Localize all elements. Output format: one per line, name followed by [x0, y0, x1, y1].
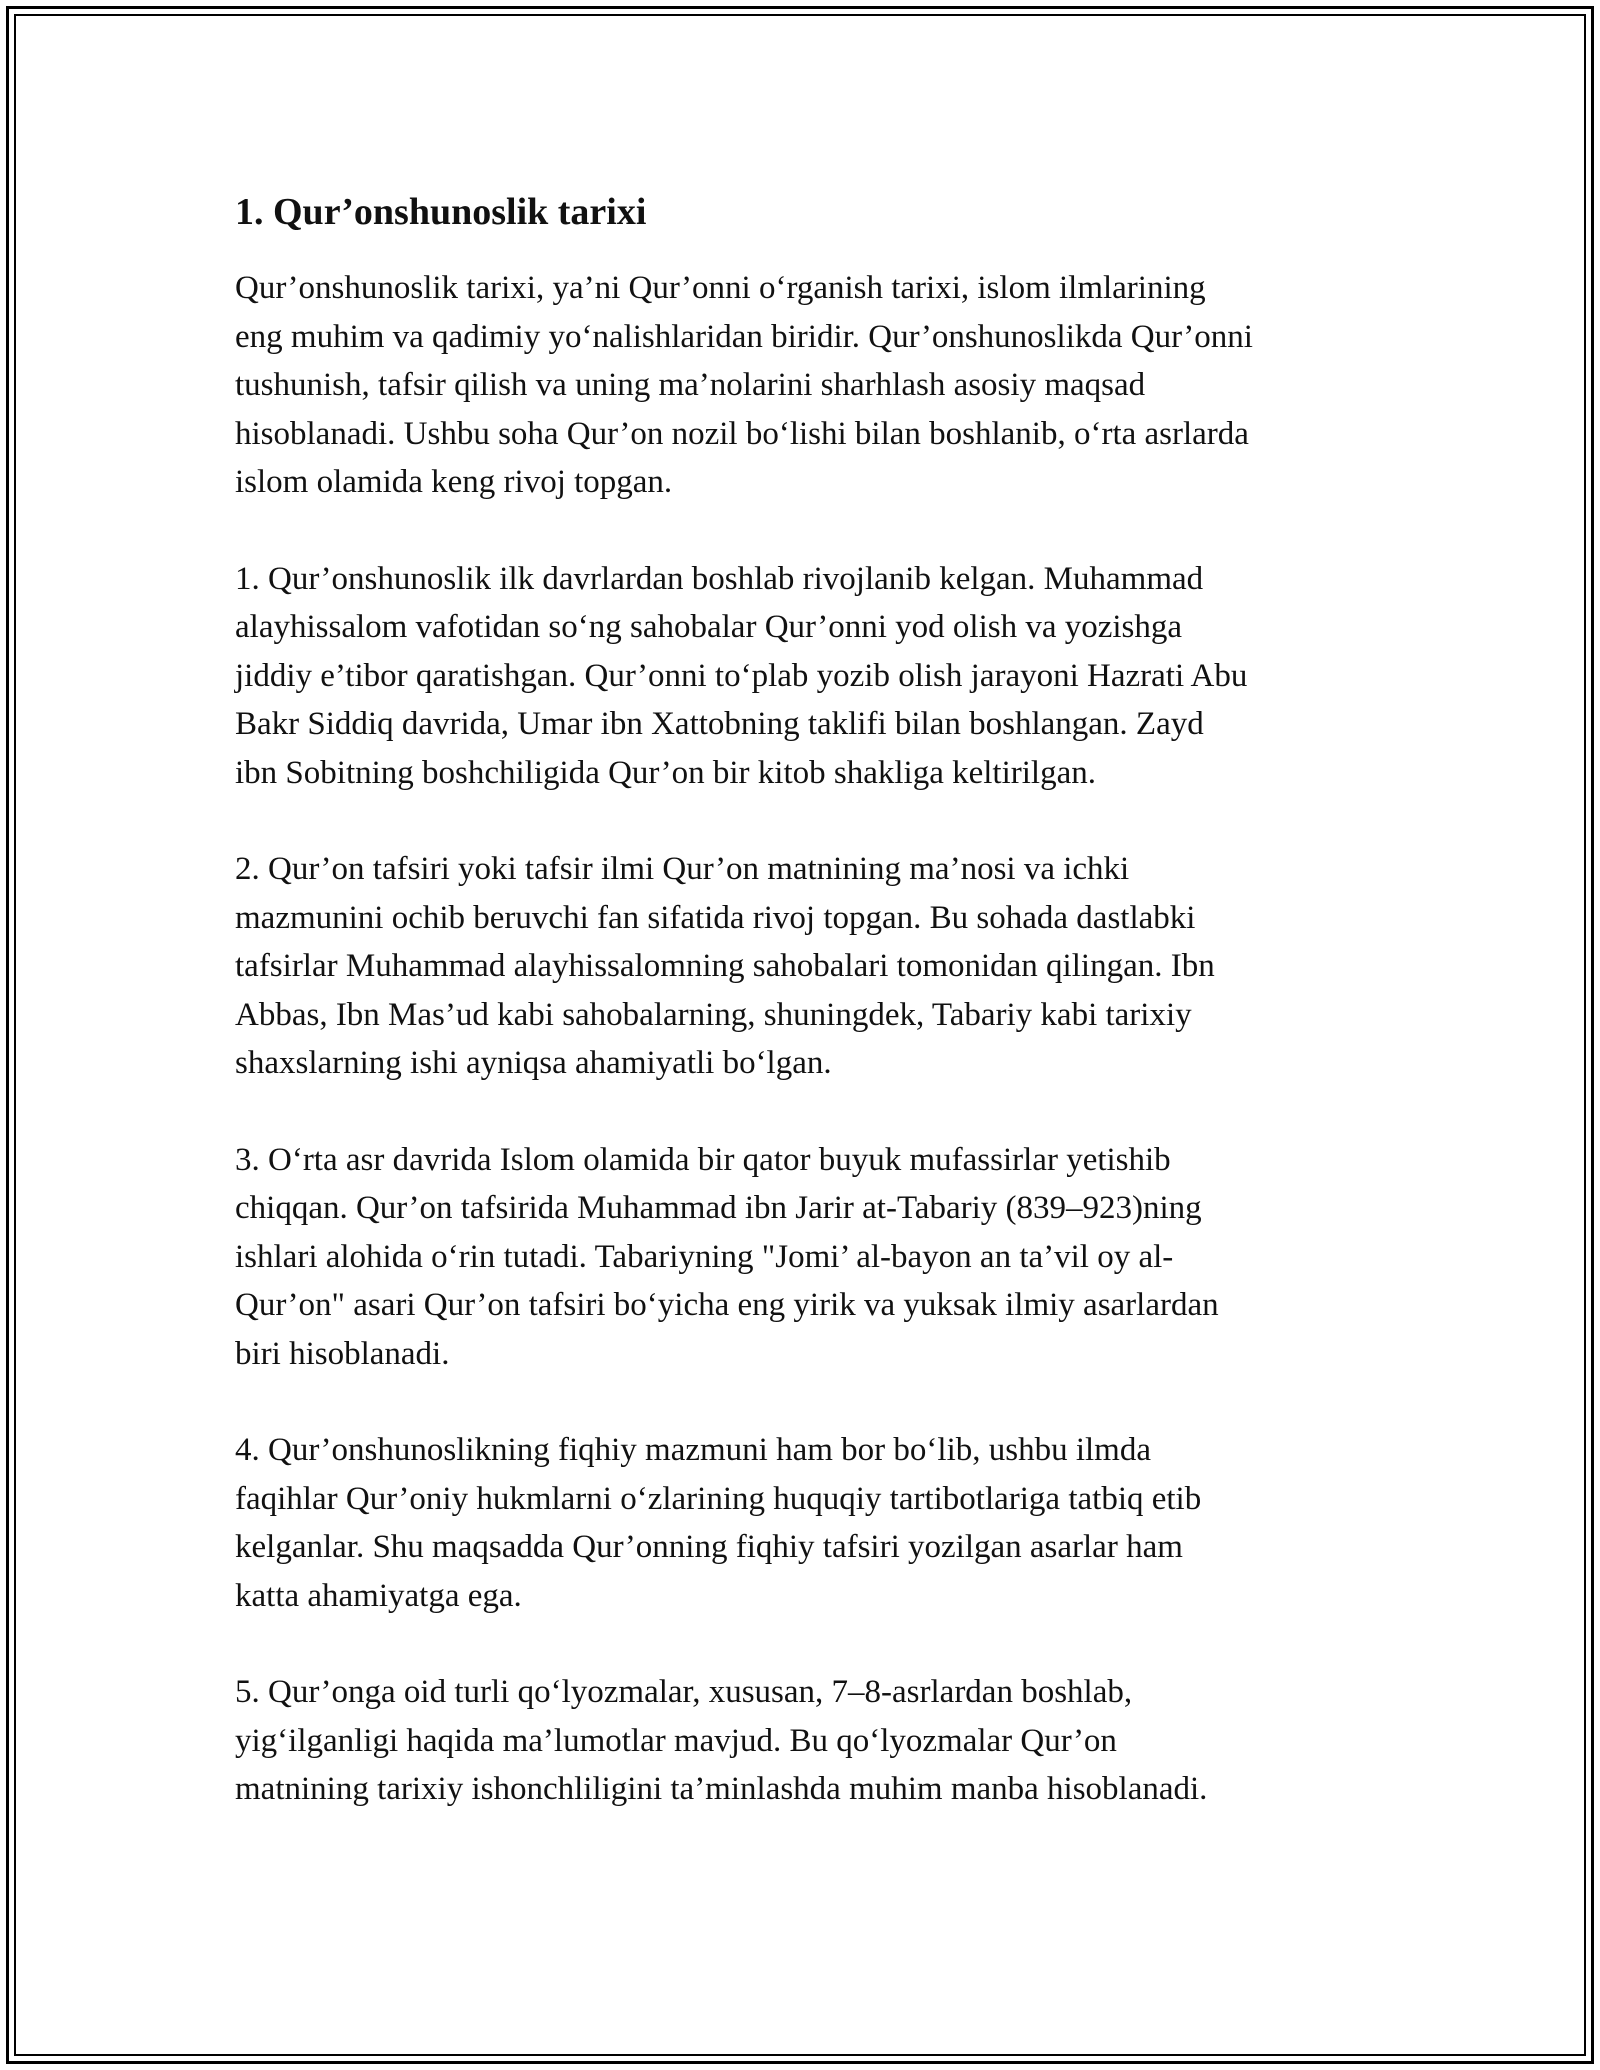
paragraph-line: 5. Qur’onga oid turli qo‘lyozmalar, xususan, 7–8-asrlardan boshlab,	[235, 1674, 1133, 1710]
paragraph-line: 4. Qur’onshunoslikning fiqhiy mazmuni ham bor bo‘lib, ushbu ilmda	[235, 1432, 1151, 1468]
numbered-paragraph	[235, 1668, 1385, 1814]
paragraph-line: Qur’on" asari Qur’on tafsiri bo‘yicha eng yirik va yuksak ilmiy asarlardan	[235, 1287, 1219, 1323]
paragraph-line: chiqqan. Qur’on tafsirida Muhammad ibn Jarir at-Tabariy (839–923)ning	[235, 1190, 1202, 1226]
paragraph-line: 1. Qur’onshunoslik ilk davrlardan boshlab rivojlanib kelgan. Muhammad	[235, 560, 1204, 597]
paragraph-line: tafsirlar Muhammad alayhissalomning sahobalari tomonidan qilingan. Ibn	[235, 948, 1215, 984]
paragraph-line: ibn Sobitning boshchiligida Qur’on bir kitob shakliga keltirilgan.	[235, 754, 1096, 791]
paragraph-line: matnining tarixiy ishonchliligini ta’minlashda muhim manba hisoblanadi.	[235, 1771, 1208, 1807]
paragraph-line: hisoblanadi. Ushbu soha Qur’on nozil bo‘lishi bilan boshlanib, o‘rta asrlarda	[235, 415, 1249, 452]
paragraph-line: biri hisoblanadi.	[235, 1335, 450, 1372]
paragraph-line: kelganlar. Shu maqsadda Qur’onning fiqhiy tafsiri yozilgan asarlar ham	[235, 1529, 1183, 1565]
paragraph-line: shaxslarning ishi ayniqsa ahamiyatli bo‘lgan.	[235, 1045, 832, 1081]
paragraph-line: jiddiy e’tibor qaratishgan. Qur’onni to‘plab yozib olish jarayoni Hazrati Abu	[235, 657, 1248, 694]
numbered-paragraph	[235, 1136, 1385, 1379]
paragraph-line: 3. O‘rta asr davrida Islom olamida bir qator buyuk mufassirlar yetishib	[235, 1141, 1171, 1178]
numbered-paragraph	[235, 555, 1385, 798]
paragraph-line: Abbas, Ibn Mas’ud kabi sahobalarning, shuningdek, Tabariy kabi tarixiy	[235, 996, 1192, 1033]
numbered-paragraph	[235, 845, 1385, 1088]
paragraph-line: islom olamida keng rivoj topgan.	[235, 464, 673, 500]
paragraph-line: tushunish, tafsir qilish va uning ma’nolarini sharhlash asosiy maqsad	[235, 367, 1146, 403]
paragraph-line: eng muhim va qadimiy yo‘nalishlaridan biridir. Qur’onshunoslikda Qur’onni	[235, 318, 1253, 355]
intro-paragraph	[235, 264, 1385, 507]
paragraph-line: Bakr Siddiq davrida, Umar ibn Xattobning taklifi bilan boshlangan. Zayd	[235, 706, 1204, 742]
paragraph-line: yig‘ilganligi haqida ma’lumotlar mavjud. Bu qo‘lyozmalar Qur’on	[235, 1722, 1117, 1759]
paragraph-line: faqihlar Qur’oniy hukmlarni o‘zlarining huquqiy tartibotlariga tatbiq etib	[235, 1480, 1202, 1517]
paragraph-list	[235, 264, 1385, 1814]
paragraph-line: katta ahamiyatga ega.	[235, 1577, 522, 1614]
paragraph-line: mazmunini ochib beruvchi fan sifatida rivoj topgan. Bu sohada dastlabki	[235, 899, 1196, 936]
document-body	[235, 188, 1385, 1862]
numbered-paragraph	[235, 1426, 1385, 1620]
paragraph-line: ishlari alohida o‘rin tutadi. Tabariyning "Jomi’ al-bayon an ta’vil oy al-	[235, 1238, 1174, 1275]
paragraph-line: Qur’onshunoslik tarixi, ya’ni Qur’onni o‘rganish tarixi, islom ilmlarining	[235, 270, 1206, 306]
document-title: 1. Qur’onshunoslik tarixi	[235, 191, 647, 233]
paragraph-line: alayhissalom vafotidan so‘ng sahobalar Qur’onni yod olish va yozishga	[235, 609, 1183, 645]
paragraph-line: 2. Qur’on tafsiri yoki tafsir ilmi Qur’on matnining ma’nosi va ichki	[235, 851, 1130, 887]
